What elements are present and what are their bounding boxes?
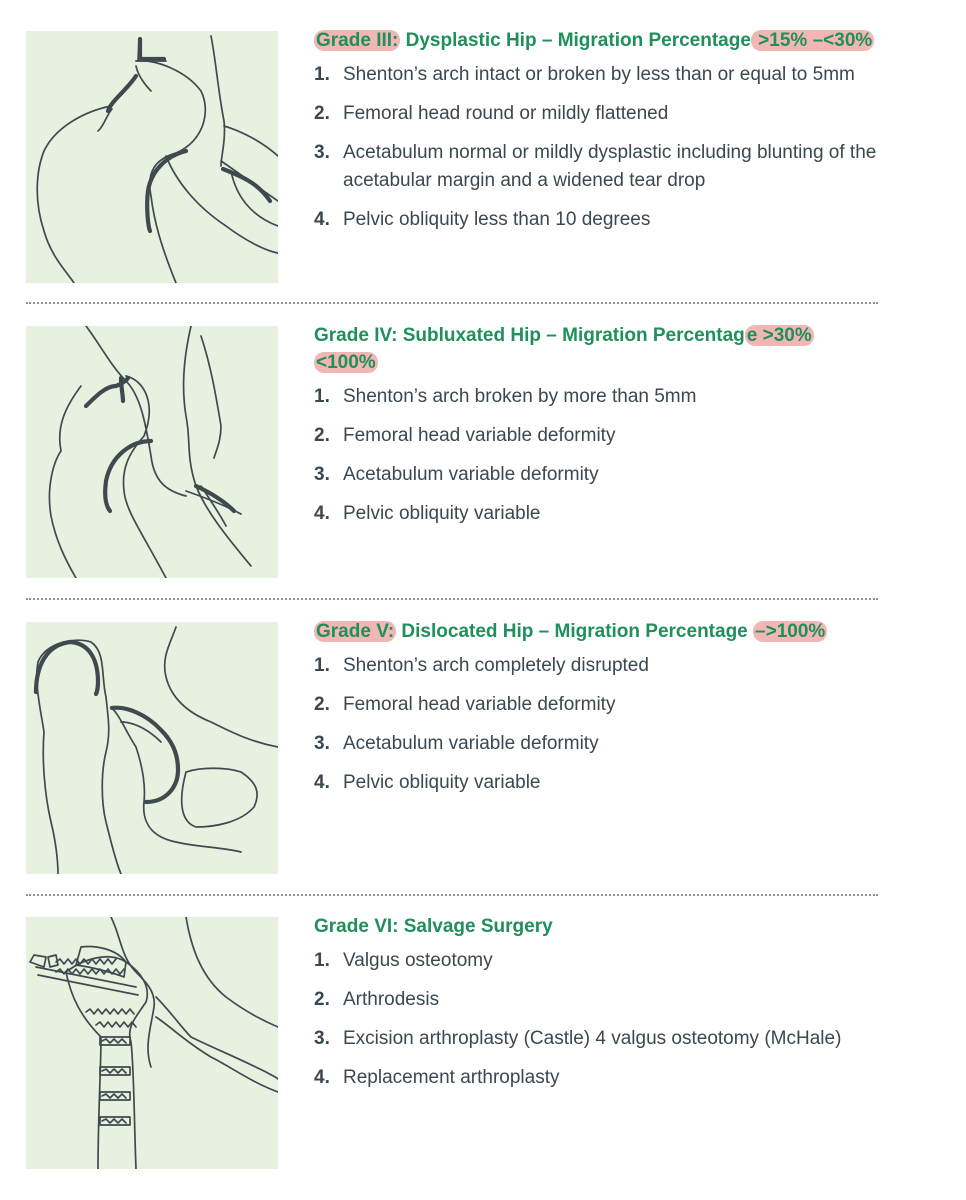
title-highlight: Grade III: bbox=[316, 30, 399, 51]
dysplastic-hip-illustration bbox=[26, 31, 278, 283]
section-divider bbox=[26, 302, 878, 304]
dislocated-hip-illustration bbox=[26, 622, 278, 874]
criteria-list bbox=[314, 61, 954, 234]
list-item: 3. Excision arthroplasty (Castle) 4 valgus osteotomy (McHale) bbox=[314, 1028, 842, 1049]
list-item: 2. Femoral head variable deformity bbox=[314, 425, 616, 446]
section-title: Grade VI: Salvage Surgery bbox=[314, 916, 553, 937]
list-item: 2. Arthrodesis bbox=[314, 989, 440, 1010]
section-divider bbox=[26, 598, 878, 600]
title-highlight: e >30% bbox=[746, 325, 812, 346]
criteria-list bbox=[314, 652, 954, 797]
criteria-list bbox=[314, 947, 954, 1092]
list-item: 3. Acetabulum normal or mildly dysplastic including blunting of the acetabular margin and a widened tear drop bbox=[314, 142, 877, 191]
title-highlight: >15% –<30% bbox=[752, 30, 873, 51]
list-item: 3. Acetabulum variable deformity bbox=[314, 733, 599, 754]
list-item: 2. Femoral head variable deformity bbox=[314, 694, 616, 715]
list-item: 1. Valgus osteotomy bbox=[314, 950, 493, 971]
section-title: Grade IV: Subluxated Hip – Migration Percentag e >30% <100% bbox=[314, 325, 812, 373]
salvage-surgery-illustration bbox=[26, 917, 278, 1169]
list-item: 4. Pelvic obliquity variable bbox=[314, 503, 541, 524]
list-item: 4. Pelvic obliquity less than 10 degrees bbox=[314, 209, 651, 230]
list-item: 3. Acetabulum variable deformity bbox=[314, 464, 599, 485]
title-highlight: Grade V: bbox=[316, 621, 395, 642]
list-item: 1. Shenton’s arch completely disrupted bbox=[314, 655, 649, 676]
section-title: Grade V: Dislocated Hip – Migration Percentage –>100% bbox=[316, 621, 826, 642]
list-item: 4. Pelvic obliquity variable bbox=[314, 772, 541, 793]
list-item: 1. Shenton’s arch broken by more than 5mm bbox=[314, 386, 697, 407]
section-divider bbox=[26, 894, 878, 896]
list-item: 2. Femoral head round or mildly flattened bbox=[314, 103, 669, 124]
list-item: 4. Replacement arthroplasty bbox=[314, 1067, 560, 1088]
criteria-list bbox=[314, 383, 954, 528]
section-title: Grade III: Dysplastic Hip – Migration Percentage >15% –<30% bbox=[316, 30, 873, 51]
subluxated-hip-illustration bbox=[26, 326, 278, 578]
list-item: 1. Shenton’s arch intact or broken by less than or equal to 5mm bbox=[314, 64, 855, 85]
title-highlight: <100% bbox=[316, 352, 376, 373]
title-highlight: –>100% bbox=[755, 621, 826, 642]
